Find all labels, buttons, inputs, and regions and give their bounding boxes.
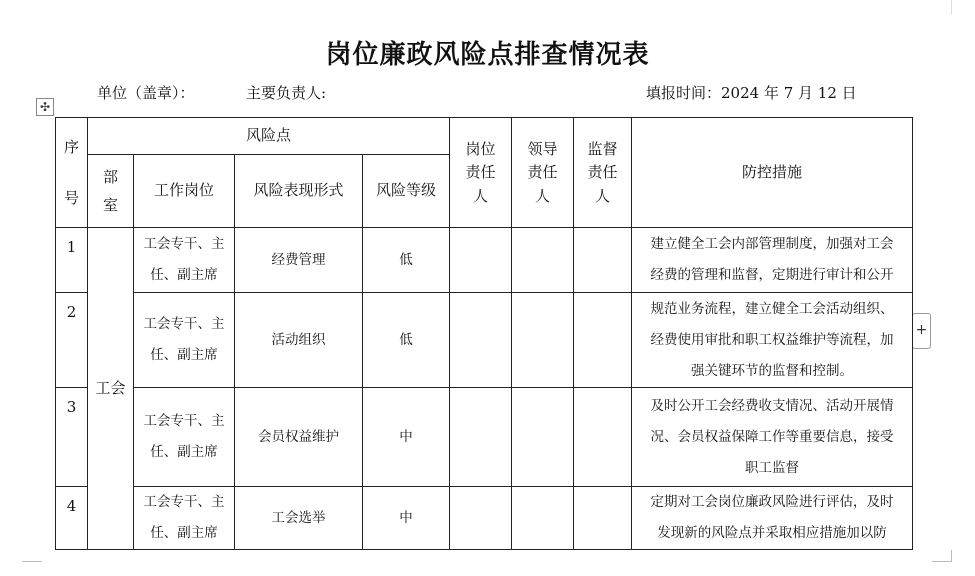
unit-label: 单位（盖章）：: [97, 84, 195, 102]
row-number: 3: [56, 388, 88, 487]
table-row: [56, 293, 913, 388]
table-move-handle-icon[interactable]: ✣: [36, 98, 54, 116]
measure-cell: 建立健全工会内部管理制度，加强对工会 经费的管理和监督，定期进行审计和公开: [632, 228, 913, 293]
post-responsible-cell[interactable]: [450, 487, 512, 550]
lead-responsible-cell[interactable]: [512, 388, 574, 487]
row-number: 2: [56, 293, 88, 388]
leader-label: 主要负责人:: [246, 84, 327, 102]
table-row: [56, 228, 913, 293]
measure-cell: 规范业务流程，建立健全工会活动组织、 经费使用审批和职工权益维护等流程，加 强关键环节的监督和控制。: [632, 293, 913, 388]
position-cell: 工会专干、主 任、副主席: [134, 293, 235, 388]
risk-form-cell: 会员权益维护: [235, 388, 363, 487]
header-supervisor-responsible: 监督 责任 人: [574, 118, 632, 228]
position-cell: 工会专干、主 任、副主席: [134, 388, 235, 487]
table-row: [56, 487, 913, 550]
supervisor-responsible-cell[interactable]: [574, 487, 632, 550]
post-responsible-cell[interactable]: [450, 388, 512, 487]
header-risk-level: 风险等级: [363, 155, 450, 228]
header-seq: [56, 118, 88, 228]
add-row-button[interactable]: +: [912, 313, 931, 349]
date-label: 填报时间：2024 年 7 月 12 日: [646, 84, 857, 102]
row-number: 1: [56, 228, 88, 293]
header-department: 部 室: [88, 155, 134, 228]
header-lead-responsible: 领导 责任 人: [512, 118, 574, 228]
page-corner-mark: [951, 550, 952, 562]
header-measures: 防控措施: [632, 118, 913, 228]
document-title: 岗位廉政风险点排查情况表: [325, 40, 650, 70]
post-responsible-cell[interactable]: [450, 228, 512, 293]
page-corner-mark: [932, 561, 952, 576]
position-cell: 工会专干、主 任、副主席: [134, 228, 235, 293]
risk-level-cell: 低: [363, 293, 450, 388]
risk-form-cell: 活动组织: [235, 293, 363, 388]
supervisor-responsible-cell[interactable]: [574, 293, 632, 388]
supervisor-responsible-cell[interactable]: [574, 388, 632, 487]
risk-form-cell: 工会选举: [235, 487, 363, 550]
header-position: 工作岗位: [134, 155, 235, 228]
risk-level-cell: 中: [363, 388, 450, 487]
header-seq-line1: 序: [63, 138, 79, 156]
position-cell: 工会专干、主 任、副主席: [134, 487, 235, 550]
lead-responsible-cell[interactable]: [512, 293, 574, 388]
measure-cell: 定期对工会岗位廉政风险进行评估，及时 发现新的风险点并采取相应措施加以防: [632, 487, 913, 550]
risk-form-cell: 经费管理: [235, 228, 363, 293]
risk-level-cell: 低: [363, 228, 450, 293]
risk-table: [55, 117, 913, 550]
lead-responsible-cell[interactable]: [512, 228, 574, 293]
page-corner-mark: [951, 0, 952, 14]
page-corner-mark: [22, 561, 42, 576]
row-number: 4: [56, 487, 88, 550]
supervisor-responsible-cell[interactable]: [574, 228, 632, 293]
department-cell: 工会: [88, 228, 134, 550]
table-row: [56, 388, 913, 487]
header-seq-line2: 号: [63, 188, 79, 207]
header-risk-form: 风险表现形式: [235, 155, 363, 228]
lead-responsible-cell[interactable]: [512, 487, 574, 550]
header-post-responsible: 岗位 责任 人: [450, 118, 512, 228]
risk-level-cell: 中: [363, 487, 450, 550]
post-responsible-cell[interactable]: [450, 293, 512, 388]
header-risk-point: 风险点: [88, 118, 450, 155]
measure-cell: 及时公开工会经费收支情况、活动开展情 况、会员权益保障工作等重要信息，接受 职工监督: [632, 388, 913, 487]
